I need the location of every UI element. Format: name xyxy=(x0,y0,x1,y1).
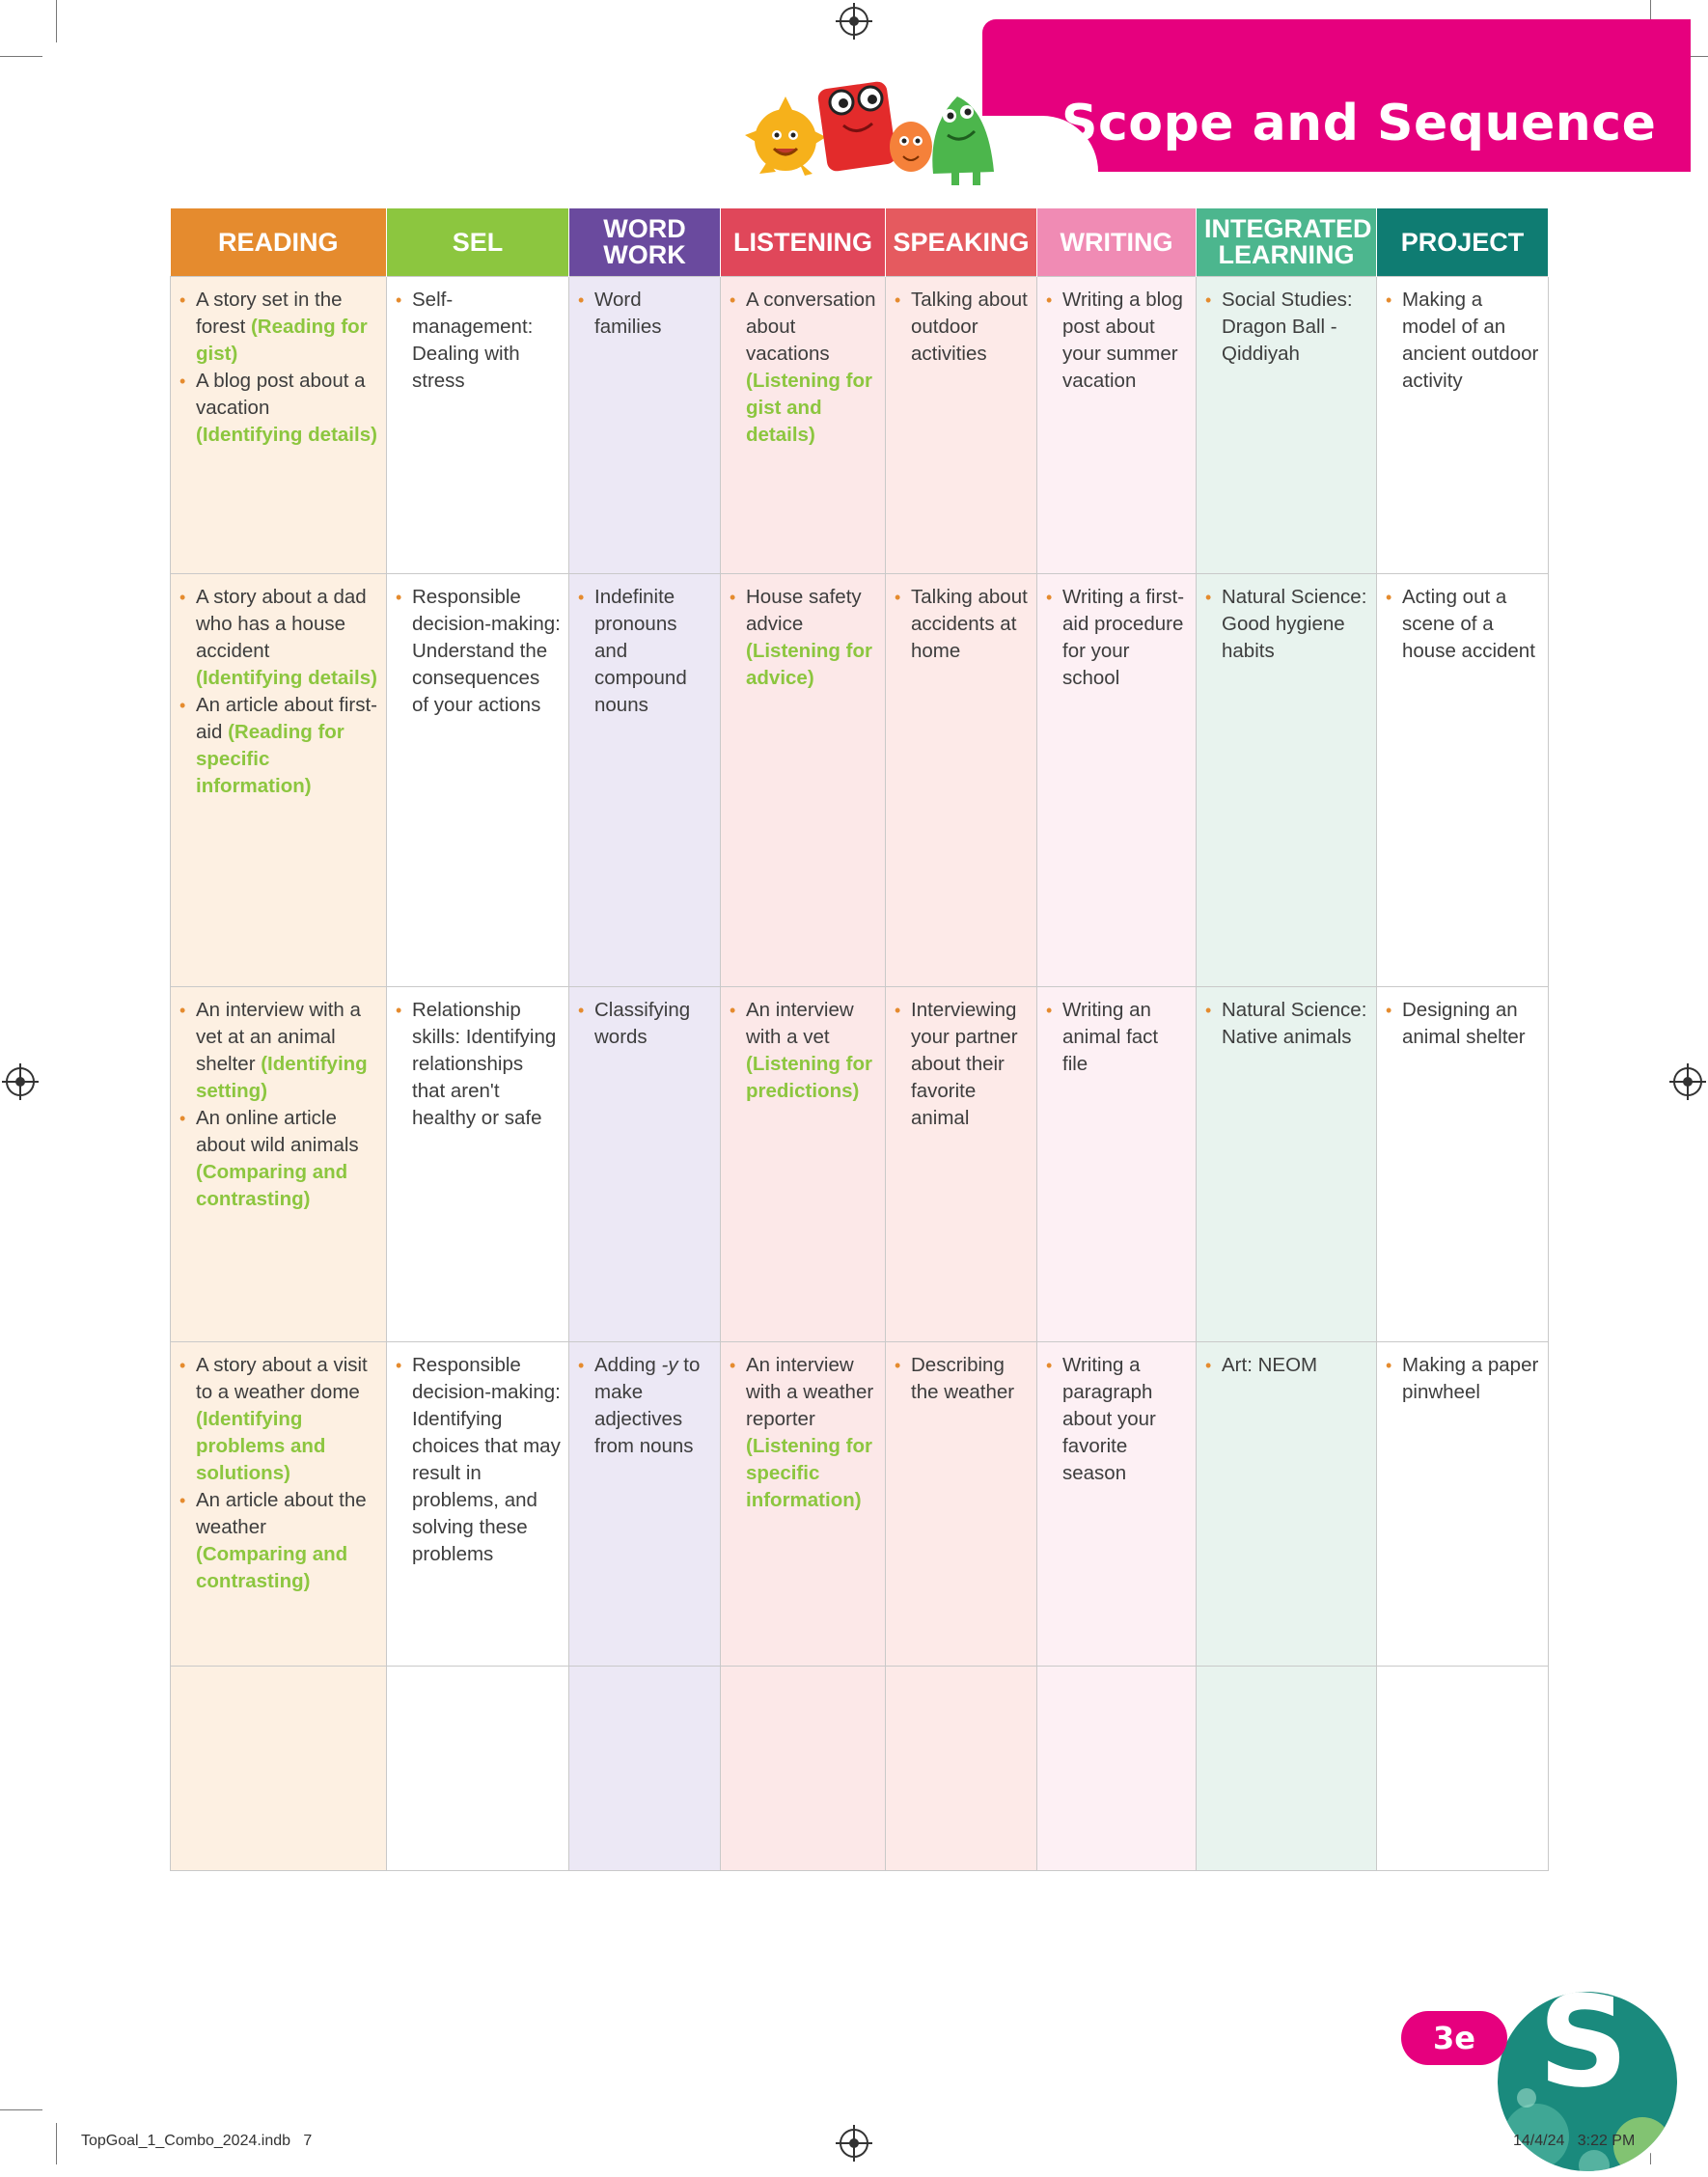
cell-sel xyxy=(387,1667,569,1871)
list-item xyxy=(1385,1352,1540,1406)
cell-list xyxy=(179,287,378,449)
cell-speaking xyxy=(886,277,1037,574)
item-text: A conversation about vacations xyxy=(746,289,876,365)
cell-writing xyxy=(1037,1667,1197,1871)
cell-integrated xyxy=(1197,1667,1377,1871)
list-item xyxy=(729,287,877,449)
item-text: An interview with a vet at an animal shelter xyxy=(196,999,361,1075)
footer-filename: TopGoal_1_Combo_2024.indb 7 xyxy=(81,2133,313,2149)
item-skill: (Reading for specific information) xyxy=(196,721,344,797)
cell-list xyxy=(577,997,712,1051)
item-text: Designing an animal shelter xyxy=(1402,999,1526,1048)
item-text: Writing a blog post about your summer vacation xyxy=(1062,289,1183,392)
list-item xyxy=(894,997,1029,1132)
cell-word xyxy=(569,987,721,1342)
item-text: Making a model of an ancient outdoor activity xyxy=(1402,289,1539,392)
item-skill: (Identifying details) xyxy=(196,667,377,689)
item-text: Adding xyxy=(594,1354,662,1376)
column-header-integrated-learning: INTEGRATED LEARNING xyxy=(1197,208,1377,277)
list-item xyxy=(179,1352,378,1487)
list-item xyxy=(179,1105,378,1213)
list-item xyxy=(894,1352,1029,1406)
cell-speaking xyxy=(886,1667,1037,1871)
cell-list xyxy=(1204,1352,1368,1379)
item-text: Word families xyxy=(594,289,662,338)
registration-mark xyxy=(840,7,868,36)
list-item xyxy=(1385,997,1540,1051)
cell-list xyxy=(179,1352,378,1595)
item-skill: (Identifying problems and solutions) xyxy=(196,1408,326,1484)
item-text: Acting out a scene of a house accident xyxy=(1402,586,1535,662)
item-text: Indefinite pronouns and compound nouns xyxy=(594,586,687,716)
item-text: An online article about wild animals xyxy=(196,1107,359,1156)
cell-list xyxy=(395,997,561,1132)
cell-list xyxy=(894,1352,1029,1406)
cell-list xyxy=(1385,287,1540,395)
item-skill: (Reading for gist) xyxy=(196,316,368,365)
footer-timestamp: 14/4/24 3:22 PM xyxy=(1513,2133,1636,2149)
cell-word xyxy=(569,574,721,987)
list-item xyxy=(577,1352,712,1460)
item-text: An article about first-aid xyxy=(196,694,377,743)
item-skill: (Listening for gist and details) xyxy=(746,370,872,446)
cell-list xyxy=(894,997,1029,1132)
item-text: Responsible decision-making: Identifying choices that may result in problems, and solving these problems xyxy=(412,1354,561,1565)
registration-mark xyxy=(6,1067,35,1096)
cell-list xyxy=(1385,1352,1540,1406)
list-item xyxy=(179,287,378,368)
cell-list xyxy=(1204,584,1368,665)
table-row xyxy=(171,574,1549,987)
list-item xyxy=(179,584,378,692)
item-skill: (Listening for specific information) xyxy=(746,1435,872,1511)
item-text: Natural Science: Good hygiene habits xyxy=(1222,586,1367,662)
cell-project xyxy=(1377,1342,1549,1667)
cell-list xyxy=(729,1352,877,1514)
cell-listening xyxy=(721,1667,886,1871)
list-item xyxy=(1204,1352,1368,1379)
cell-writing xyxy=(1037,277,1197,574)
list-item xyxy=(1385,287,1540,395)
cell-project xyxy=(1377,987,1549,1342)
cell-speaking xyxy=(886,1342,1037,1667)
cell-integrated xyxy=(1197,574,1377,987)
item-text: A blog post about a vacation xyxy=(196,370,366,419)
table-row xyxy=(171,277,1549,574)
scope-sequence-table xyxy=(170,208,1549,1871)
cell-list xyxy=(395,584,561,719)
item-skill: (Comparing and contrasting) xyxy=(196,1543,348,1592)
item-text: Social Studies: Dragon Ball - Qiddiyah xyxy=(1222,289,1353,365)
cell-word xyxy=(569,277,721,574)
cell-listening xyxy=(721,277,886,574)
page-title: Scope and Sequence xyxy=(1061,95,1657,152)
list-item xyxy=(729,997,877,1105)
cell-integrated xyxy=(1197,1342,1377,1667)
cell-list xyxy=(1385,997,1540,1051)
list-item xyxy=(179,1487,378,1595)
cell-project xyxy=(1377,1667,1549,1871)
cell-list xyxy=(729,287,877,449)
section-letter: S xyxy=(1538,1969,1629,2115)
cell-list xyxy=(1045,287,1188,395)
list-item xyxy=(1385,584,1540,665)
list-item xyxy=(179,997,378,1105)
list-item xyxy=(395,1352,561,1568)
table-row xyxy=(171,987,1549,1342)
cell-reading xyxy=(171,574,387,987)
list-item xyxy=(179,692,378,800)
cell-sel xyxy=(387,1342,569,1667)
column-header-word-work: WORD WORK xyxy=(569,208,721,277)
item-italic: -y xyxy=(661,1354,678,1376)
item-text: An interview with a weather reporter xyxy=(746,1354,874,1430)
page-number: 3e xyxy=(1401,2011,1507,2065)
cell-list xyxy=(395,1352,561,1568)
item-text: An interview with a vet xyxy=(746,999,854,1048)
cell-list xyxy=(577,1352,712,1460)
cell-writing xyxy=(1037,574,1197,987)
cell-writing xyxy=(1037,987,1197,1342)
item-skill: (Listening for predictions) xyxy=(746,1053,872,1102)
cell-list xyxy=(729,584,877,692)
item-text: Self-management: Dealing with stress xyxy=(412,289,534,392)
red-block-mascot xyxy=(817,80,897,172)
item-text: Natural Science: Native animals xyxy=(1222,999,1367,1048)
item-text: A story about a visit to a weather dome xyxy=(196,1354,368,1403)
cell-sel xyxy=(387,574,569,987)
column-header-writing: WRITING xyxy=(1037,208,1197,277)
item-text: Art: NEOM xyxy=(1222,1354,1318,1376)
cell-list xyxy=(729,997,877,1105)
item-text: Relationship skills: Identifying relationships that aren't healthy or safe xyxy=(412,999,557,1129)
item-skill: (Identifying setting) xyxy=(196,1053,368,1102)
cell-list xyxy=(179,584,378,800)
registration-mark xyxy=(840,2129,868,2158)
item-text: Responsible decision-making: Understand the consequences of your actions xyxy=(412,586,561,716)
item-skill: (Identifying details) xyxy=(196,424,377,446)
list-item xyxy=(577,997,712,1051)
cell-reading xyxy=(171,987,387,1342)
column-header-speaking: SPEAKING xyxy=(886,208,1037,277)
cell-list xyxy=(577,287,712,341)
item-text: Talking about accidents at home xyxy=(911,586,1028,662)
list-item xyxy=(577,584,712,719)
item-text: Writing an animal fact file xyxy=(1062,999,1159,1075)
cell-list xyxy=(1385,584,1540,665)
cell-listening xyxy=(721,1342,886,1667)
list-item xyxy=(1045,584,1188,692)
mascots-illustration xyxy=(735,68,1025,193)
item-text: to make adjectives from nouns xyxy=(594,1354,701,1457)
item-text: Classifying words xyxy=(594,999,691,1048)
column-header-sel: SEL xyxy=(387,208,569,277)
registration-mark xyxy=(1673,1067,1702,1096)
cell-speaking xyxy=(886,574,1037,987)
crop-mark xyxy=(0,2109,42,2110)
cell-list xyxy=(1045,1352,1188,1487)
cell-sel xyxy=(387,987,569,1342)
item-text: Describing the weather xyxy=(911,1354,1015,1403)
list-item xyxy=(179,368,378,449)
header-row xyxy=(171,208,1549,277)
cell-list xyxy=(1204,287,1368,368)
column-header-reading: READING xyxy=(171,208,387,277)
list-item xyxy=(395,584,561,719)
list-item xyxy=(395,287,561,395)
list-item xyxy=(894,287,1029,368)
list-item xyxy=(729,584,877,692)
list-item xyxy=(1204,584,1368,665)
item-text: Writing a first-aid procedure for your school xyxy=(1062,586,1185,689)
item-text: House safety advice xyxy=(746,586,862,635)
cell-sel xyxy=(387,277,569,574)
cell-reading xyxy=(171,1342,387,1667)
cell-reading xyxy=(171,277,387,574)
table-row xyxy=(171,1667,1549,1871)
column-header-project: PROJECT xyxy=(1377,208,1549,277)
item-skill: (Listening for advice) xyxy=(746,640,872,689)
cell-list xyxy=(894,584,1029,665)
table-row xyxy=(171,1342,1549,1667)
cell-list xyxy=(894,287,1029,368)
cell-listening xyxy=(721,987,886,1342)
crop-mark xyxy=(56,2123,57,2164)
column-header-listening: LISTENING xyxy=(721,208,886,277)
list-item xyxy=(1045,997,1188,1078)
item-text: Writing a paragraph about your favorite season xyxy=(1062,1354,1156,1484)
green-mascot xyxy=(932,96,994,185)
cell-list xyxy=(1045,584,1188,692)
item-text: Talking about outdoor activities xyxy=(911,289,1028,365)
item-text: Making a paper pinwheel xyxy=(1402,1354,1539,1403)
cell-speaking xyxy=(886,987,1037,1342)
item-text: An article about the weather xyxy=(196,1489,367,1538)
item-skill: (Comparing and contrasting) xyxy=(196,1161,348,1210)
list-item xyxy=(1204,287,1368,368)
cell-word xyxy=(569,1667,721,1871)
cell-list xyxy=(1045,997,1188,1078)
cell-list xyxy=(1204,997,1368,1051)
orange-mascot xyxy=(890,122,932,172)
crop-mark xyxy=(0,56,42,57)
cell-list xyxy=(179,997,378,1213)
sun-mascot xyxy=(745,96,826,176)
cell-integrated xyxy=(1197,277,1377,574)
cell-project xyxy=(1377,574,1549,987)
cell-writing xyxy=(1037,1342,1197,1667)
item-text: Interviewing your partner about their favorite animal xyxy=(911,999,1018,1129)
list-item xyxy=(577,287,712,341)
cell-word xyxy=(569,1342,721,1667)
item-text: A story set in the forest xyxy=(196,289,343,338)
list-item xyxy=(1045,287,1188,395)
list-item xyxy=(1045,1352,1188,1487)
item-text: A story about a dad who has a house accident xyxy=(196,586,367,662)
cell-listening xyxy=(721,574,886,987)
cell-list xyxy=(395,287,561,395)
crop-mark xyxy=(56,0,57,42)
cell-project xyxy=(1377,277,1549,574)
cell-reading xyxy=(171,1667,387,1871)
cell-integrated xyxy=(1197,987,1377,1342)
list-item xyxy=(894,584,1029,665)
list-item xyxy=(729,1352,877,1514)
cell-list xyxy=(577,584,712,719)
list-item xyxy=(1204,997,1368,1051)
list-item xyxy=(395,997,561,1132)
